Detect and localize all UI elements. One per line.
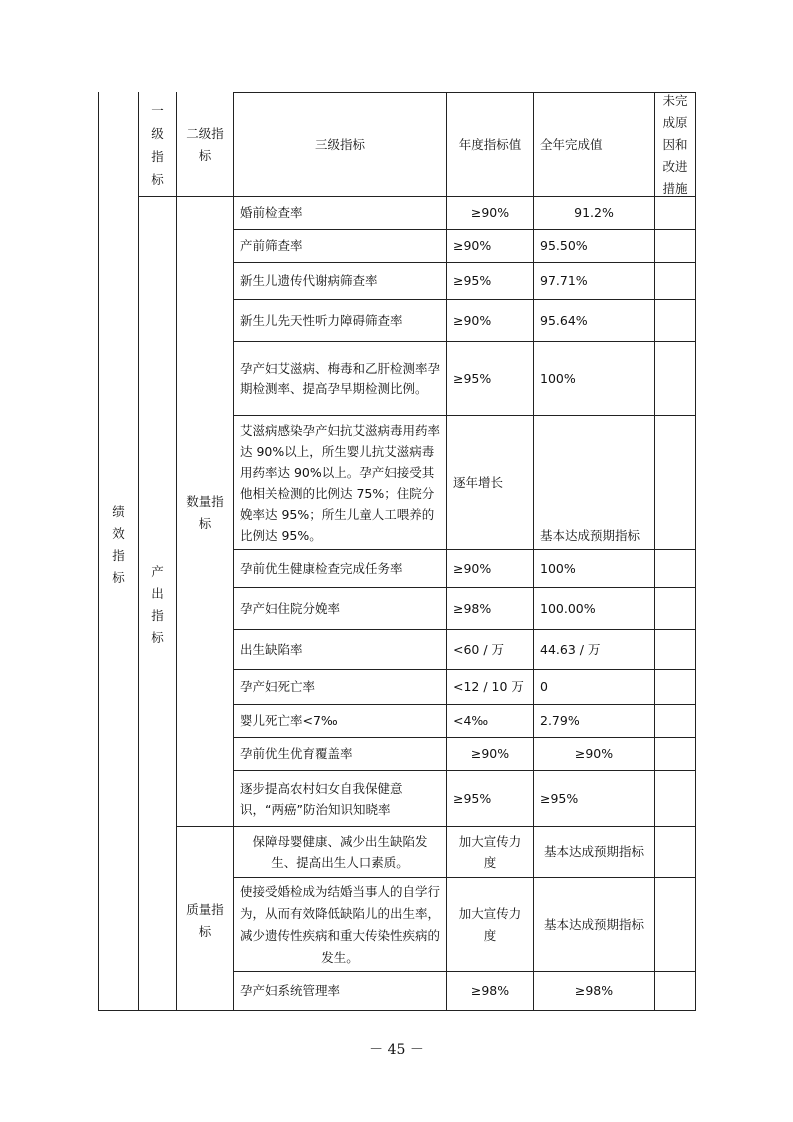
row-indicator: 婚前检查率 [240, 205, 303, 220]
outer-label-performance: 绩效指标 [112, 504, 125, 585]
row-actual: ≥98% [574, 983, 614, 998]
row-target: 加大宣传力度 [458, 834, 522, 870]
rule-v [695, 92, 696, 1011]
row-target: ≥90% [453, 238, 492, 253]
row-target: ≥98% [470, 983, 510, 998]
row-target: ≥90% [453, 312, 492, 328]
row-actual: 91.2% [574, 205, 614, 220]
rule-v [176, 92, 177, 1011]
row-target: ≥95% [453, 370, 492, 386]
row-indicator: 新生儿遗传代谢病筛查率 [240, 273, 378, 288]
row-target: <4‰ [453, 713, 489, 728]
row-indicator: 产前筛查率 [240, 238, 303, 253]
row-indicator: 孕产妇艾滋病、梅毒和乙肝检测率孕期检测率、提高孕早期检测比例。 [240, 360, 441, 396]
row-actual: 0 [540, 679, 548, 694]
rule-bottom [98, 1010, 696, 1011]
row-target: ≥90% [453, 560, 492, 576]
row-actual: 100% [540, 370, 576, 386]
row-actual: 95.64% [540, 312, 588, 328]
row-actual: 44.63 / 万 [540, 641, 601, 657]
row-indicator: 艾滋病感染孕产妇抗艾滋病毒用药率达 90%以上，所生婴儿抗艾滋病毒用药率达 90%以上。孕产妇接受其他相关检测的比例达 75%；住院分娩率达 95%；所生儿童人工喂养的比例达 95%。 [240, 422, 441, 543]
header-actual: 全年完成值 [540, 136, 603, 152]
row-indicator: 逐步提高农村妇女自我保健意识，“两癌”防治知识知晓率 [240, 780, 403, 817]
row-actual: 基本达成预期指标 [543, 916, 644, 932]
row-actual: 基本达成预期指标 [540, 527, 641, 543]
header-level3: 三级指标 [314, 136, 365, 152]
row-target: ≥95% [453, 790, 492, 806]
header-target: 年度指标值 [458, 136, 522, 152]
rule-v [654, 92, 655, 1011]
row-actual: 97.71% [540, 273, 588, 288]
group-quantity: 数量指标 [186, 494, 224, 531]
group-quality: 质量指标 [186, 902, 224, 939]
row-indicator: 孕产妇系统管理率 [240, 983, 341, 998]
row-actual: 100.00% [540, 600, 596, 616]
row-indicator: 新生儿先天性听力障碍筛查率 [240, 312, 403, 328]
row-target: 逐年增长 [453, 474, 504, 490]
header-level1: 一级指标 [151, 102, 164, 187]
row-indicator: 婴儿死亡率<7‰ [240, 713, 338, 728]
row-indicator: 孕产妇死亡率 [240, 679, 316, 694]
row-indicator: 使接受婚检成为结婚当事人的自学行为，从而有效降低缺陷儿的出生率，减少遗传性疾病和重大传染性疾病的发生。 [240, 883, 441, 965]
row-target: <12 / 10 万 [453, 679, 524, 694]
level1-output: 产出指标 [151, 564, 164, 645]
header-reason: 未完成原因和改进措施 [662, 93, 688, 196]
row-target: ≥95% [453, 273, 492, 288]
row-actual: 100% [540, 560, 576, 576]
row-target: ≥90% [470, 746, 510, 761]
row-target: 加大宣传力度 [458, 905, 522, 943]
row-target: ≥90% [470, 205, 510, 220]
row-actual: 基本达成预期指标 [543, 844, 644, 859]
row-indicator: 保障母婴健康、减少出生缺陷发生、提高出生人口素质。 [252, 834, 428, 870]
row-actual: ≥95% [540, 790, 579, 806]
row-indicator: 孕前优生优育覆盖率 [240, 746, 353, 761]
row-indicator: 孕前优生健康检查完成任务率 [240, 560, 403, 576]
page-number: － 45 － [369, 1042, 424, 1058]
row-indicator: 出生缺陷率 [240, 641, 303, 657]
row-actual: ≥90% [574, 746, 614, 761]
row-target: <60 / 万 [453, 641, 505, 657]
rule-v [138, 92, 139, 1011]
header-level2: 二级指标 [186, 125, 224, 163]
row-target: ≥98% [453, 600, 492, 616]
row-actual: 95.50% [540, 238, 588, 253]
row-indicator: 孕产妇住院分娩率 [240, 600, 341, 616]
row-actual: 2.79% [540, 713, 580, 728]
